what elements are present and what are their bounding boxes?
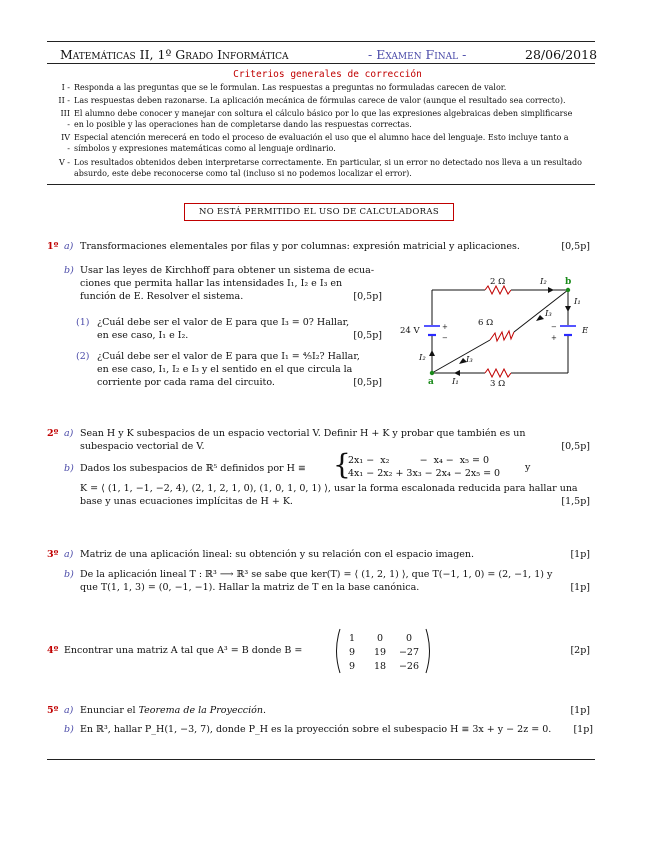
q3-number: 3º — [47, 549, 59, 560]
criteria-text: absurdo, este debe reconocerse como tal (incluso si no podemos localizar el error). — [74, 169, 412, 178]
q1a-label: a) — [64, 241, 74, 252]
matrix-right-paren — [426, 629, 430, 673]
q2a-label: a) — [64, 428, 74, 439]
criteria-num: V - — [58, 158, 70, 167]
q2-number: 2º — [47, 428, 59, 439]
node-b-dot — [566, 288, 570, 292]
q5a-post: . — [262, 705, 266, 716]
header-rule — [47, 63, 595, 64]
label-i2-top: I₂ — [540, 277, 547, 287]
matrix-cell: 9 — [348, 647, 356, 658]
q3b-label: b) — [64, 569, 74, 580]
wire-diag-upper — [514, 290, 568, 332]
q5b-text: En ℝ³, hallar P_H(1, −3, 7), donde P_H es la proyección sobre el subespacio H ≡ 3x + y − 2z = 0. — [80, 724, 552, 735]
arrow-i1-right — [565, 306, 571, 312]
q3a-points: [1p] — [570, 549, 590, 560]
label-node-a: a — [428, 377, 434, 387]
q1b2-label: (2) — [76, 351, 90, 362]
q1b1-line: ¿Cuál debe ser el valor de E para que I₃ = 0? Hallar, — [97, 317, 350, 328]
label-i3-right: I₃ — [545, 309, 552, 319]
q2b-eq1: 2x₁ − x₂ − x₄ − x₅ = 0 — [348, 455, 489, 466]
q5a-text — [80, 705, 480, 718]
criteria-title: Criterios generales de corrección — [233, 69, 422, 80]
label-24v: 24 V — [400, 326, 420, 336]
q1b2-points: [0,5p] — [353, 377, 382, 388]
matrix-cell: 18 — [373, 661, 387, 672]
label-6ohm: 6 Ω — [478, 318, 494, 328]
resistor-3ohm — [485, 369, 511, 377]
q1a-text: Transformaciones elementales por filas y por columnas: expresión matricial y aplicaciones. — [80, 241, 520, 252]
q3a-text: Matriz de una aplicación lineal: su obtención y su relación con el espacio imagen. — [80, 549, 475, 560]
matrix-cell: 1 — [348, 633, 356, 644]
matrix-cell: 0 — [405, 633, 413, 644]
node-a-dot — [430, 371, 434, 375]
matrix-B — [333, 627, 433, 675]
criteria-rule — [47, 184, 595, 185]
course-title: Matemáticas II, 1º Grado Informática — [60, 47, 289, 62]
q5-number: 5º — [47, 705, 59, 716]
q1b1-line: en ese caso, I₁ e I₂. — [97, 330, 189, 341]
q2b-y: y — [525, 462, 531, 473]
system-brace: { — [333, 448, 351, 481]
matrix-cell: 0 — [376, 633, 384, 644]
matrix-left-paren — [337, 629, 341, 673]
q4-text: Encontrar una matriz A tal que A³ = B donde B = — [64, 645, 303, 656]
exam-title: - Examen Final - — [368, 47, 467, 62]
criteria-text: en lo posible y las operaciones han de completarse dando las respuestas correctas. — [74, 120, 412, 129]
q2b-intro: Dados los subespacios de ℝ⁵ definidos por H ≡ — [80, 463, 306, 474]
q1b-line: Usar las leyes de Kirchhoff para obtener un sistema de ecua- — [80, 265, 375, 276]
top-rule — [47, 41, 595, 42]
resistor-2ohm — [485, 286, 511, 294]
criteria-text: símbolos y expresiones matemáticas como al lenguaje ordinario. — [74, 144, 336, 153]
q2b-eq2: 4x₁ − 2x₂ + 3x₃ − 2x₄ − 2x₅ = 0 — [348, 468, 501, 479]
q5b-points: [1p] — [573, 724, 593, 735]
q2a-line: subespacio vectorial de V. — [80, 441, 205, 452]
bottom-rule — [47, 759, 595, 760]
q5a-points: [1p] — [570, 705, 590, 716]
q3b-line2: que T(1, 1, 3) = (0, −1, −1). Hallar la matriz de T en la base canónica. — [80, 582, 420, 593]
matrix-cell: 19 — [373, 647, 387, 658]
arrow-i1-bottom — [454, 370, 460, 376]
q5a-label: a) — [64, 705, 74, 716]
q1b1-label: (1) — [76, 317, 90, 328]
label-i1-bottom: I₁ — [452, 377, 459, 387]
wire-diag-lower — [432, 340, 490, 373]
q5a-theorem: Teorema de la Proyección — [138, 705, 263, 716]
arrow-i2-top — [548, 287, 554, 293]
calculator-notice: NO ESTÁ PERMITIDO EL USO DE CALCULADORAS — [184, 203, 454, 221]
criteria-text: Responda a las preguntas que se le formulan. Las respuestas a preguntas no formuladas carecen de valor. — [74, 83, 507, 92]
q4-number: 4º — [47, 645, 59, 656]
matrix-cell: 9 — [348, 661, 356, 672]
criteria-num: III - — [60, 109, 70, 129]
q2b-label: b) — [64, 463, 74, 474]
q1b1-points: [0,5p] — [353, 330, 382, 341]
criteria-text: Los resultados obtenidos deben interpretarse correctamente. En particular, si un error no detectado nos lleva a un resultado — [74, 158, 582, 167]
q1b-label: b) — [64, 265, 74, 276]
q1a-points: [0,5p] — [561, 241, 590, 252]
resistor-6ohm — [490, 331, 514, 341]
arrow-i2-left — [429, 350, 435, 356]
label-i3-mid: I₃ — [466, 355, 473, 365]
label-e: E — [582, 326, 589, 336]
label-minus-left: − — [442, 334, 448, 342]
q2a-points: [0,5p] — [561, 441, 590, 452]
exam-date: 28/06/2018 — [525, 47, 598, 62]
q1b2-line: ¿Cuál debe ser el valor de E para que I₁ = ⁴⁄₅I₂? Hallar, — [97, 351, 360, 362]
q3b-line1: De la aplicación lineal T : ℝ³ ⟶ ℝ³ se sabe que ker(T) = ⟨ (1, 2, 1) ⟩, que T(−1, 1, 0) = (2, −1, 1) y — [80, 569, 553, 580]
label-i2-left: I₂ — [419, 353, 426, 363]
matrix-cell: −26 — [398, 661, 420, 672]
q1b-line: función de E. Resolver el sistema. — [80, 291, 244, 302]
matrix-cell: −27 — [398, 647, 420, 658]
q4-points: [2p] — [570, 645, 590, 656]
circuit-diagram — [400, 270, 600, 390]
criteria-text: El alumno debe conocer y manejar con soltura el cálculo básico por lo que las expresiones algebraicas deben simplificarse — [74, 109, 573, 118]
label-3ohm: 3 Ω — [490, 379, 506, 389]
criteria-num: II - — [58, 96, 70, 105]
label-node-b: b — [565, 277, 572, 287]
q3a-label: a) — [64, 549, 74, 560]
criteria-num: IV - — [61, 133, 70, 153]
q2a-line: Sean H y K subespacios de un espacio vectorial V. Definir H + K y probar que también es un — [80, 428, 526, 439]
criteria-text: Las respuestas deben razonarse. La aplicación mecánica de fórmulas carece de valor (aunque el resultado sea correcto). — [74, 96, 566, 105]
q2b-line3: base y unas ecuaciones implícitas de H + K. — [80, 496, 293, 507]
q2b-points: [1,5p] — [561, 496, 590, 507]
label-plus-right: + — [551, 334, 557, 342]
label-plus-left: + — [442, 323, 448, 331]
q5b-label: b) — [64, 724, 74, 735]
q1b2-line: en ese caso, I₁, I₂ e I₃ y el sentido en el que circula la — [97, 364, 353, 375]
q3b-points: [1p] — [570, 582, 590, 593]
arrow-i3-right — [536, 315, 544, 321]
q1-number: 1º — [47, 241, 59, 252]
label-i1-right: I₁ — [574, 297, 581, 307]
q5a-pre: Enunciar el — [80, 705, 139, 716]
label-minus-right: − — [551, 323, 557, 331]
criteria-num: I - — [61, 83, 70, 92]
q1b-points: [0,5p] — [353, 291, 382, 302]
q2b-line2: K = ⟨ (1, 1, −1, −2, 4), (2, 1, 2, 1, 0), (1, 0, 1, 0, 1) ⟩, usar la forma escalonada reducida para hallar una — [80, 483, 578, 494]
label-2ohm: 2 Ω — [490, 277, 506, 287]
criteria-text: Especial atención merecerá en todo el proceso de evaluación el uso que el alumno hace del lenguaje. Esto incluye tanto a — [74, 133, 569, 142]
q1b2-line: corriente por cada rama del circuito. — [97, 377, 275, 388]
q1b-line: ciones que permita hallar las intensidades I₁, I₂ e I₃ en — [80, 278, 343, 289]
